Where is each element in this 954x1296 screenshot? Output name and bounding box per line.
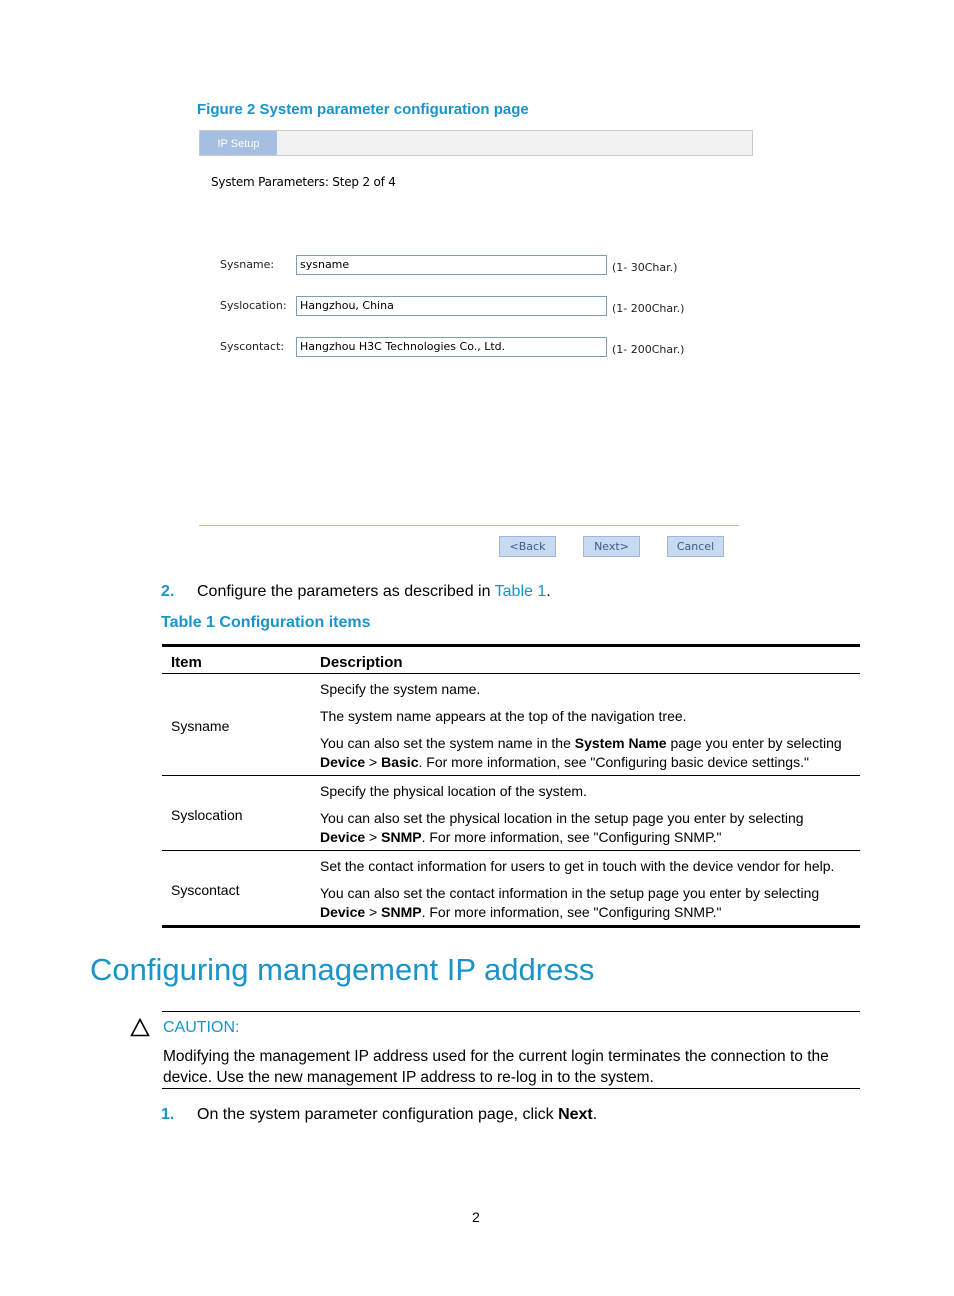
row-description: [311, 674, 860, 776]
figure-caption: Figure 2 System parameter configuration page: [197, 101, 529, 118]
desc-text: . For more information, see "Configuring SNMP.": [421, 904, 722, 920]
desc-text: You can also set the contact information in the setup page you enter by selecting: [320, 885, 820, 901]
header-description: Description: [311, 646, 860, 674]
header-item: Item: [162, 646, 311, 674]
configuration-table: [162, 644, 860, 928]
desc-text: >: [365, 904, 382, 920]
next-button[interactable]: Next>: [583, 536, 640, 557]
desc-paragraph: Specify the physical location of the system.: [320, 783, 587, 799]
desc-text: You can also set the physical location in the setup page you enter by selecting: [320, 810, 804, 826]
row-item: Syscontact: [162, 851, 311, 927]
syscontact-label: Syscontact:: [220, 340, 285, 353]
desc-text: . For more information, see "Configuring basic device settings.": [418, 754, 809, 770]
cancel-button[interactable]: Cancel: [667, 536, 724, 557]
step-1-number: 1.: [161, 1106, 175, 1123]
desc-bold: Device: [320, 754, 366, 770]
table-caption: Table 1 Configuration items: [161, 614, 371, 631]
syscontact-hint: (1- 200Char.): [612, 343, 685, 356]
table-1-link[interactable]: Table 1: [494, 583, 547, 600]
desc-text: You can also set the system name in the: [320, 735, 575, 751]
tab-ip-setup[interactable]: IP Setup: [200, 131, 277, 155]
desc-text: . For more information, see "Configuring SNMP.": [421, 829, 722, 845]
desc-bold: Basic: [381, 754, 419, 770]
step-indicator: System Parameters: Step 2 of 4: [211, 175, 396, 189]
step-1-text-after: .: [592, 1106, 598, 1123]
step-1-text: [197, 1106, 597, 1124]
step-2-text-after: .: [546, 583, 551, 600]
sysname-label: Sysname:: [220, 258, 275, 271]
page-number: 2: [472, 1209, 480, 1225]
row-item: Sysname: [162, 674, 311, 776]
syslocation-label: Syslocation:: [220, 299, 287, 312]
row-description: [311, 851, 860, 927]
desc-bold: Device: [320, 829, 366, 845]
row-description: [311, 776, 860, 851]
desc-paragraph: [320, 734, 851, 772]
desc-text: >: [365, 829, 382, 845]
table-row: [162, 776, 860, 851]
step-2-text: [197, 583, 551, 601]
desc-paragraph: The system name appears at the top of the navigation tree.: [320, 708, 687, 724]
warning-triangle-icon: [130, 1018, 150, 1042]
desc-paragraph: [320, 809, 851, 847]
caution-label: CAUTION:: [163, 1019, 240, 1036]
desc-bold: Device: [320, 904, 366, 920]
step-1-bold: Next: [558, 1106, 593, 1123]
desc-bold: SNMP: [381, 829, 422, 845]
desc-bold: SNMP: [381, 904, 422, 920]
desc-paragraph: Specify the system name.: [320, 681, 481, 697]
setup-tab-bar: [199, 130, 753, 156]
step-1-text-before: On the system parameter configuration page, click: [197, 1106, 559, 1123]
table-row: [162, 851, 860, 927]
sysname-hint: (1- 30Char.): [612, 261, 678, 274]
step-2-text-before: Configure the parameters as described in: [197, 583, 495, 600]
form-divider: [199, 525, 739, 526]
syscontact-input[interactable]: [296, 337, 607, 357]
back-button[interactable]: <Back: [499, 536, 556, 557]
table-row: [162, 674, 860, 776]
desc-paragraph: [320, 884, 851, 922]
caution-text: Modifying the management IP address used for the current login terminates the connection to the device. Use the new management IP address to re-log in to the system.: [163, 1048, 829, 1086]
section-title: Configuring management IP address: [90, 952, 595, 987]
sysname-input[interactable]: [296, 255, 607, 275]
step-2-number: 2.: [161, 583, 175, 600]
table-header-row: [162, 646, 860, 674]
desc-paragraph: Set the contact information for users to get in touch with the device vendor for help.: [320, 858, 835, 874]
syslocation-hint: (1- 200Char.): [612, 302, 685, 315]
desc-text: >: [365, 754, 382, 770]
desc-text: page you enter by selecting: [666, 735, 842, 751]
row-item: Syslocation: [162, 776, 311, 851]
desc-bold: System Name: [574, 735, 667, 751]
syslocation-input[interactable]: [296, 296, 607, 316]
